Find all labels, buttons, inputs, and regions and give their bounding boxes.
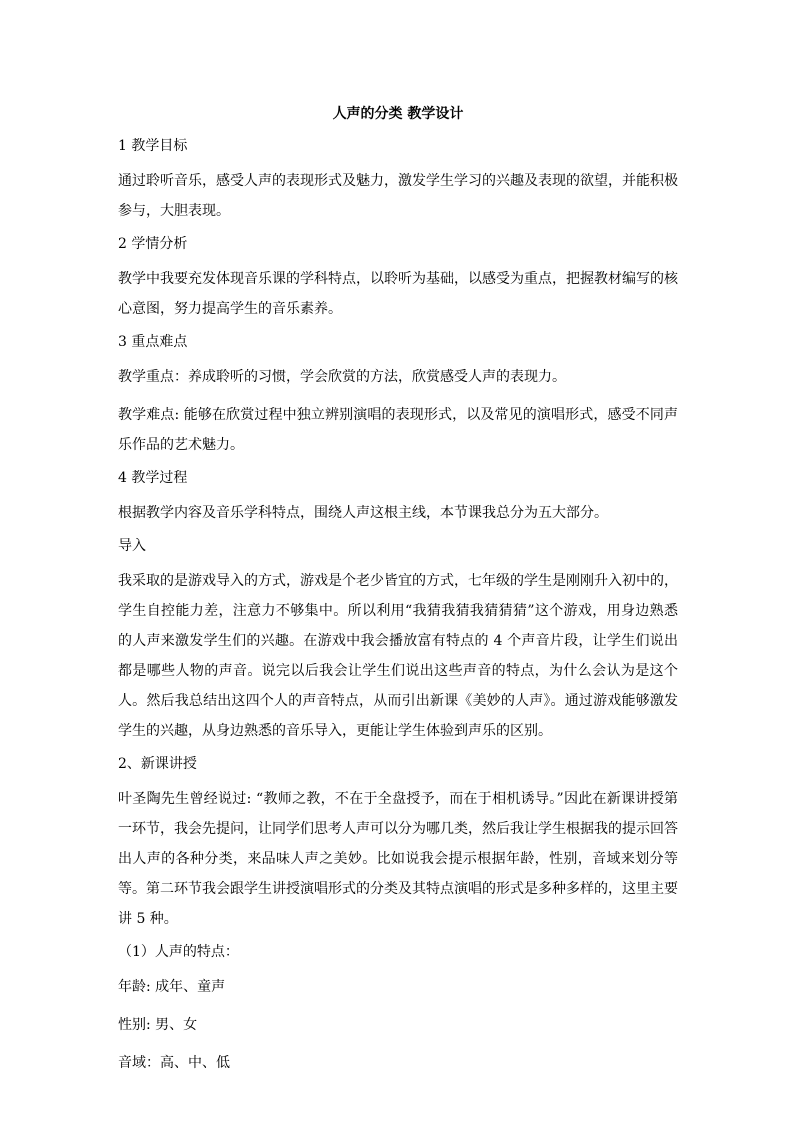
document-page — [118, 104, 678, 1086]
paragraph-key-point: 教学重点：养成聆听的习惯，学会欣赏的方法，欣赏感受人声的表现力。 — [118, 369, 566, 385]
section-heading-objectives: 1 教学目标 — [118, 138, 188, 154]
section-heading-analysis: 2 学情分析 — [118, 236, 188, 252]
document-title: 人声的分类 教学设计 — [332, 106, 464, 122]
paragraph-intro: 我采取的是游戏导入的方式，游戏是个老少皆宜的方式，七年级的学生是刚刚升入初中的，学生自控能力差，注意力不够集中。所以利用“我猜我猜我猜猜猜”这个游戏，用身边熟悉的人声来激发学生们的兴趣。在游戏中我会播放富有特点的 4 个声音片段，让学生们说出都是哪些人物的声音。说完以后我会让学生们说出这些声音的特点，为什么会认为是这个人。然后我总结出这四个人的声音特点，从而引出新课《美妙的人声》。通过游戏能够激发学生的兴趣，从身边熟悉的音乐导入，更能让学生体验到声乐的区别。 — [118, 573, 678, 739]
paragraph-range: 音域：高、中、低 — [118, 1055, 230, 1071]
paragraph-objectives: 通过聆听音乐，感受人声的表现形式及魅力，激发学生学习的兴趣及表现的欲望，并能积极参与，大胆表现。 — [118, 173, 678, 219]
section-heading-voice-features: （1）人声的特点： — [118, 944, 239, 960]
paragraph-new-lesson: 叶圣陶先生曾经说过: “教师之教，不在于全盘授予，而在于相机诱导。”因此在新课讲授第一环节，我会先提问，让同学们思考人声可以分为哪几类，然后我让学生根据我的提示回答出人声的各种分类，来品味人声之美妙。比如说我会提示根据年龄，性别，音域来划分等等。第二环节我会跟学生讲授演唱形式的分类及其特点演唱的形式是多种多样的，这里主要讲 5 种。 — [118, 791, 678, 927]
paragraph-difficulty: 教学难点: 能够在欣赏过程中独立辨别演唱的表现形式，以及常见的演唱形式，感受不同声乐作品的艺术魅力。 — [118, 407, 678, 453]
paragraph-age: 年龄: 成年、童声 — [118, 979, 226, 995]
section-heading-new-lesson: 2、新课讲授 — [118, 756, 197, 772]
paragraph-gender: 性别: 男、女 — [118, 1017, 198, 1033]
section-heading-key-points: 3 重点难点 — [118, 334, 188, 350]
paragraph-analysis: 教学中我要充发体现音乐课的学科特点，以聆听为基础，以感受为重点，把握教材编写的核心意图，努力提高学生的音乐素养。 — [118, 271, 678, 317]
section-heading-process: 4 教学过程 — [118, 470, 188, 486]
paragraph-process: 根据教学内容及音乐学科特点，围绕人声这根主线，本节课我总分为五大部分。 — [118, 505, 608, 521]
section-heading-intro: 导入 — [118, 538, 146, 554]
